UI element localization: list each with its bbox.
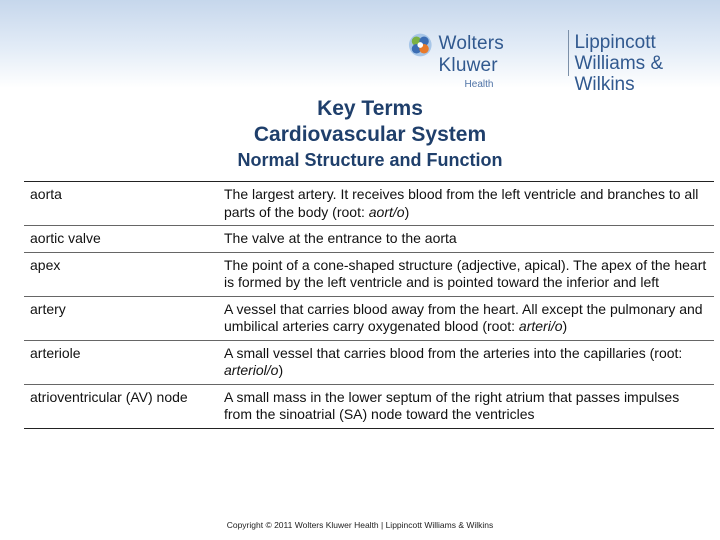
- table-row: [24, 384, 714, 428]
- table-row: [24, 182, 714, 226]
- term-cell: aortic valve: [24, 226, 218, 253]
- publisher-logo: [408, 28, 720, 95]
- title-line-2: Cardiovascular System: [253, 123, 487, 146]
- term-cell: apex: [24, 252, 218, 296]
- definition-text: A small vessel that carries blood from the arteries into the capillaries (root:: [224, 344, 683, 361]
- table-row: [24, 252, 714, 296]
- definition-cell: [218, 226, 714, 253]
- term-cell: atrioventricular (AV) node: [24, 384, 218, 428]
- logo-llw-line2: Williams & Wilkins: [574, 53, 664, 95]
- term-cell: artery: [24, 296, 218, 340]
- definition-cell: [218, 340, 714, 384]
- term-cell: aorta: [24, 182, 218, 226]
- definition-text: ): [278, 362, 284, 378]
- definition-text: The valve at the entrance to the aorta: [224, 230, 457, 246]
- title-line-3: Normal Structure and Function: [237, 150, 503, 170]
- definition-text: ): [562, 318, 568, 334]
- table-row: [24, 340, 714, 384]
- definition-text: ): [404, 203, 410, 220]
- definition-cell: [218, 384, 714, 428]
- root-word: arteri/o: [518, 318, 563, 334]
- title-line-1: Key Terms: [317, 97, 423, 120]
- logo-wk-name: Wolters Kluwer: [438, 33, 504, 76]
- logo-divider: [568, 30, 569, 76]
- logo-llw-line1: Lippincott: [574, 32, 656, 53]
- definition-cell: [218, 182, 714, 226]
- definition-text: The largest artery. It receives blood from the left ventricle and branches to all parts of the body (root:: [224, 186, 699, 220]
- root-word: arteriol/o: [224, 362, 279, 378]
- definition-text: A vessel that carries blood away from the heart. All except the pulmonary and umbilical arteries carry oxygenated blood (root:: [224, 300, 703, 334]
- copyright-footer: Copyright © 2011 Wolters Kluwer Health | Lippincott Williams & Wilkins: [226, 520, 494, 530]
- definition-text: A small mass in the lower septum of the right atrium that passes impulses from the sinoatrial (SA) node toward the ventricles: [224, 388, 680, 422]
- table-row: [24, 296, 714, 340]
- definition-cell: [218, 252, 714, 296]
- table-row: [24, 226, 714, 253]
- term-cell: arteriole: [24, 340, 218, 384]
- definition-cell: [218, 296, 714, 340]
- key-terms-table: [24, 181, 714, 429]
- wolters-kluwer-mark-icon: [408, 32, 433, 58]
- root-word: aort/o: [368, 203, 405, 220]
- page-title: [0, 96, 720, 172]
- definition-text: The point of a cone-shaped structure (adjective, apical). The apex of the heart is formed by the left ventricle and is pointed toward the inferior and left: [224, 256, 707, 290]
- logo-wk-sub: Health: [464, 79, 494, 90]
